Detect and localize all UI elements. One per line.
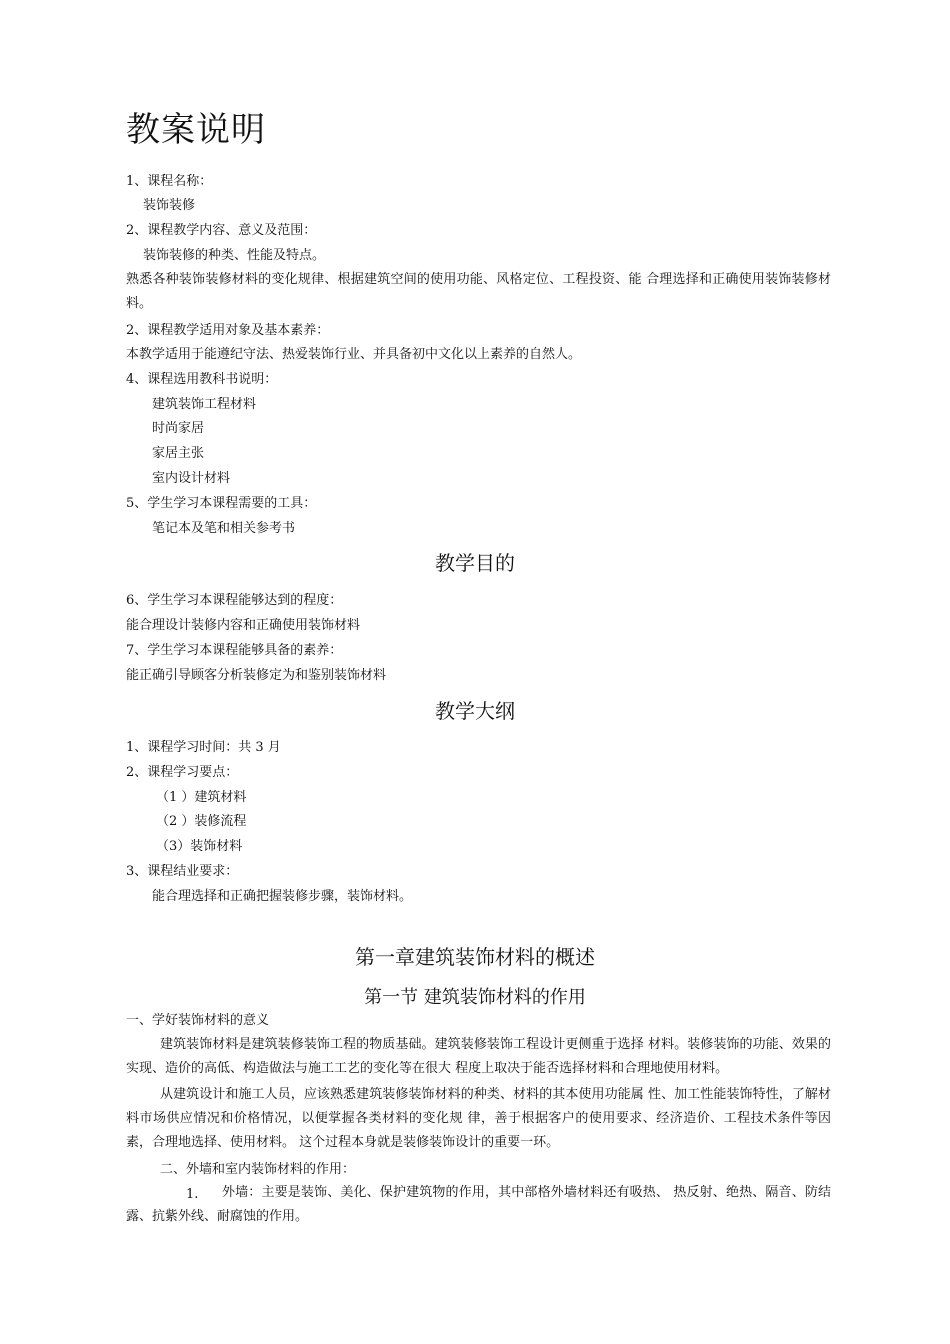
section-heading: 第一节 建筑装饰材料的作用 <box>364 987 586 1008</box>
outline-point: （3）装饰材料 <box>156 839 243 854</box>
completion-value: 能合理选择和正确把握装修步骤，装饰材料。 <box>152 889 413 904</box>
completion-label: 3、课程结业要求： <box>126 864 239 879</box>
course-content-paragraph: 熟悉各种装饰装修材料的变化规律、根据建筑空间的使用功能、风格定位、工程投资、能 合理选择和正确使用装饰装修材料。 <box>126 272 831 311</box>
course-name-value: 装饰装修 <box>143 198 196 213</box>
body-paragraph: 从建筑设计和施工人员，应该熟悉建筑装修装饰材料的种类、材料的其本使用功能属 性、加工性能装饰特性，了解材料市场供应情况和价格情况，以便掌握各类材料的变化规 律，善于根据客户的使用要求、经济造价、工程技术条件等因素，合理地选择、使用材料。 这个过程本身就是装修装饰设计的重要一环。 <box>126 1087 831 1150</box>
subsection-heading: 二、外墙和室内装饰材料的作用： <box>160 1162 356 1177</box>
textbook-item: 建筑装饰工程材料 <box>152 397 257 412</box>
textbook-item: 室内设计材料 <box>152 471 231 486</box>
goal-quality-label: 7、学生学习本课程能够具备的素养： <box>126 643 343 658</box>
subsection-heading: 一、学好装饰材料的意义 <box>126 1013 270 1028</box>
list-item-text: 外墙：主要是装饰、美化、保护建筑物的作用，其中部格外墙材料还有吸热、 热反射、绝热、隔音、防结露、抗紫外线、耐腐蚀的作用。 <box>126 1185 831 1224</box>
goal-quality-value: 能正确引导顾客分析装修定为和鉴别装饰材料 <box>126 668 387 683</box>
body-paragraph: 建筑装饰材料是建筑装修装饰工程的物质基础。建筑装修装饰工程设计更侧重于选择 材料。装修装饰的功能、效果的实现、造价的高低、构造做法与施工工艺的变化等在很大 程度上取决于能否选择材料和合理地使用材料。 <box>126 1037 831 1076</box>
tools-label: 5、学生学习本课程需要的工具： <box>126 496 317 511</box>
outline-duration: 1、课程学习时间：共 3 月 <box>126 740 281 755</box>
textbook-item: 家居主张 <box>152 446 205 461</box>
target-audience-label: 2、课程教学适用对象及基本素养： <box>126 323 330 338</box>
goal-level-label: 6、学生学习本课程能够达到的程度： <box>126 593 343 608</box>
list-item-number: 1. <box>186 1187 199 1202</box>
textbook-label: 4、课程选用教科书说明： <box>126 372 278 387</box>
target-audience-value: 本教学适用于能遵纪守法、热爱装饰行业、并具备初中文化以上素养的自然人。 <box>126 347 582 362</box>
section-heading-outline: 教学大纲 <box>435 699 515 723</box>
course-content-value: 装饰装修的种类、性能及特点。 <box>143 248 326 263</box>
page-title: 教案说明 <box>126 110 266 150</box>
outline-point: （2 ）装修流程 <box>156 814 247 829</box>
chapter-heading: 第一章建筑装饰材料的概述 <box>355 945 595 969</box>
section-heading-goals: 教学目的 <box>435 551 515 575</box>
goal-level-value: 能合理设计装修内容和正确使用装饰材料 <box>126 618 361 633</box>
tools-value: 笔记本及笔和相关参考书 <box>152 521 296 536</box>
textbook-item: 时尚家居 <box>152 421 205 436</box>
outline-points-label: 2、课程学习要点： <box>126 765 239 780</box>
course-name-label: 1、课程名称： <box>126 174 213 189</box>
outline-point: （1 ）建筑材料 <box>156 790 247 805</box>
course-content-label: 2、课程教学内容、意义及范围： <box>126 223 317 238</box>
